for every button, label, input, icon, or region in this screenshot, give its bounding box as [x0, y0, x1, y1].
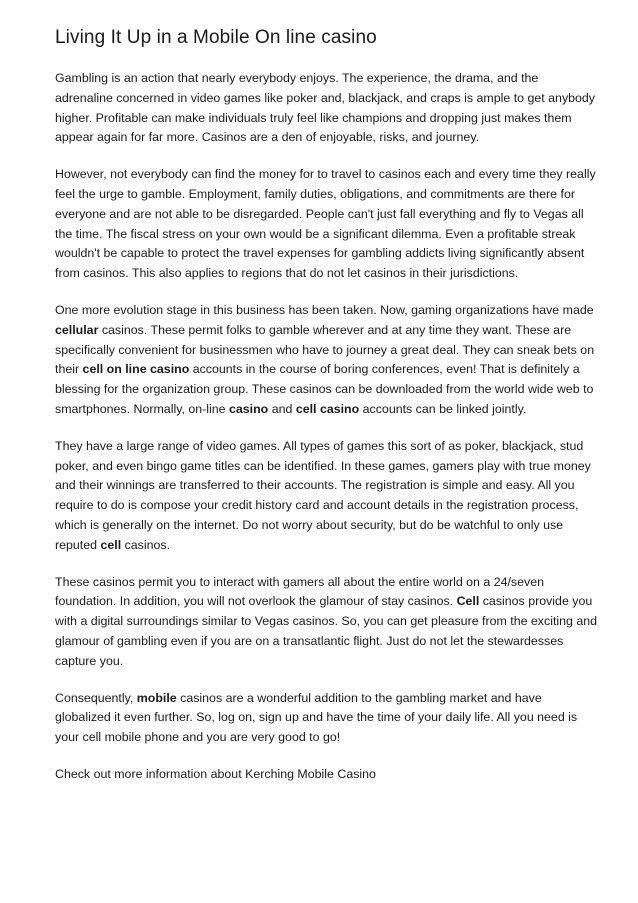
text-run: Consequently, [55, 690, 137, 705]
bold-keyword: cell on line casino [82, 362, 190, 377]
text-run: accounts can be linked jointly. [359, 401, 527, 416]
text-run: Gambling is an action that nearly everybody enjoys. The experience, the drama, and the adrenaline concerned in video games like poker and, blackjack, and craps is ample to get anybody higher. Profitable can make individuals truly feel like champions and dropping just makes them appear again for far more. Casinos are a den of enjoyable, risks, and journey. [55, 71, 596, 145]
bold-keyword: Cell [456, 594, 480, 609]
paragraph-2 [55, 165, 598, 284]
paragraph-1 [55, 69, 598, 148]
text-run: These casinos permit you to interact with gamers all about the entire world on a 24/seven foundation. In addition, you will not overlook the glamour of stay casinos. [55, 574, 545, 609]
text-run: Check out more information about Kerching Mobile Casino [55, 766, 376, 781]
paragraph-6 [55, 689, 598, 748]
text-run: and [268, 401, 296, 416]
paragraph-7 [55, 765, 598, 785]
text-run: casinos. These permit folks to gamble wherever and at any time they want. These are specifically convenient for businessmen who have to journey a great deal. They can sneak bets on their [55, 322, 595, 377]
text-run: They have a large range of video games. All types of games this sort of as poker, blackjack, stud poker, and even bingo game titles can be identified. In these games, gamers play with true money and their winnings are transferred to their accounts. The registration is simple and easy. All you require to do is compose your credit history card and account details in the registration process, which is generally on the internet. Do not worry about security, but do be watchful to only use reputed [55, 438, 591, 552]
bold-keyword: casino [229, 401, 269, 416]
text-run: accounts in the course of boring conferences, even! That is definitely a blessing for the organization group. These casinos can be downloaded from the world wide web to smartphones. Normally, on-line [55, 362, 594, 416]
text-run: However, not everybody can find the money for to travel to casinos each and every time they really feel the urge to gamble. Employment, family duties, obligations, and commitments are there for everyone and are not able to be disregarded. People can't just fall everything and fly to Vegas all the time. The fiscal stress on your own would be a significant dilemma. Even a profitable streak wouldn't be capable to protect the travel expenses for gambling addicts living significantly absent from casinos. This also applies to regions that do not let casinos in their jurisdictions. [55, 167, 596, 281]
bold-keyword: cell casino [295, 401, 360, 416]
bold-keyword: cellular [55, 322, 99, 337]
document-title: Living It Up in a Mobile On line casino [55, 27, 377, 48]
document-body [55, 69, 598, 785]
text-run: casinos. [121, 537, 171, 552]
paragraph-5 [55, 573, 598, 672]
text-run: casinos are a wonderful addition to the gambling market and have globalized it even further. So, log on, sign up and have the time of your daily life. All you need is your cell mobile phone and you are very good to go! [55, 690, 578, 745]
paragraph-4 [55, 437, 598, 556]
bold-keyword: mobile [136, 690, 177, 705]
text-run: One more evolution stage in this business has been taken. Now, gaming organizations have made [55, 302, 594, 317]
bold-keyword: cell [100, 537, 122, 552]
text-run: casinos provide you with a digital surroundings similar to Vegas casinos. So, you can get pleasure from the exciting and glamour of gambling even if you are on a transatlantic flight. Just do not let the stewardesses capture you. [55, 594, 598, 668]
paragraph-3 [55, 301, 598, 420]
